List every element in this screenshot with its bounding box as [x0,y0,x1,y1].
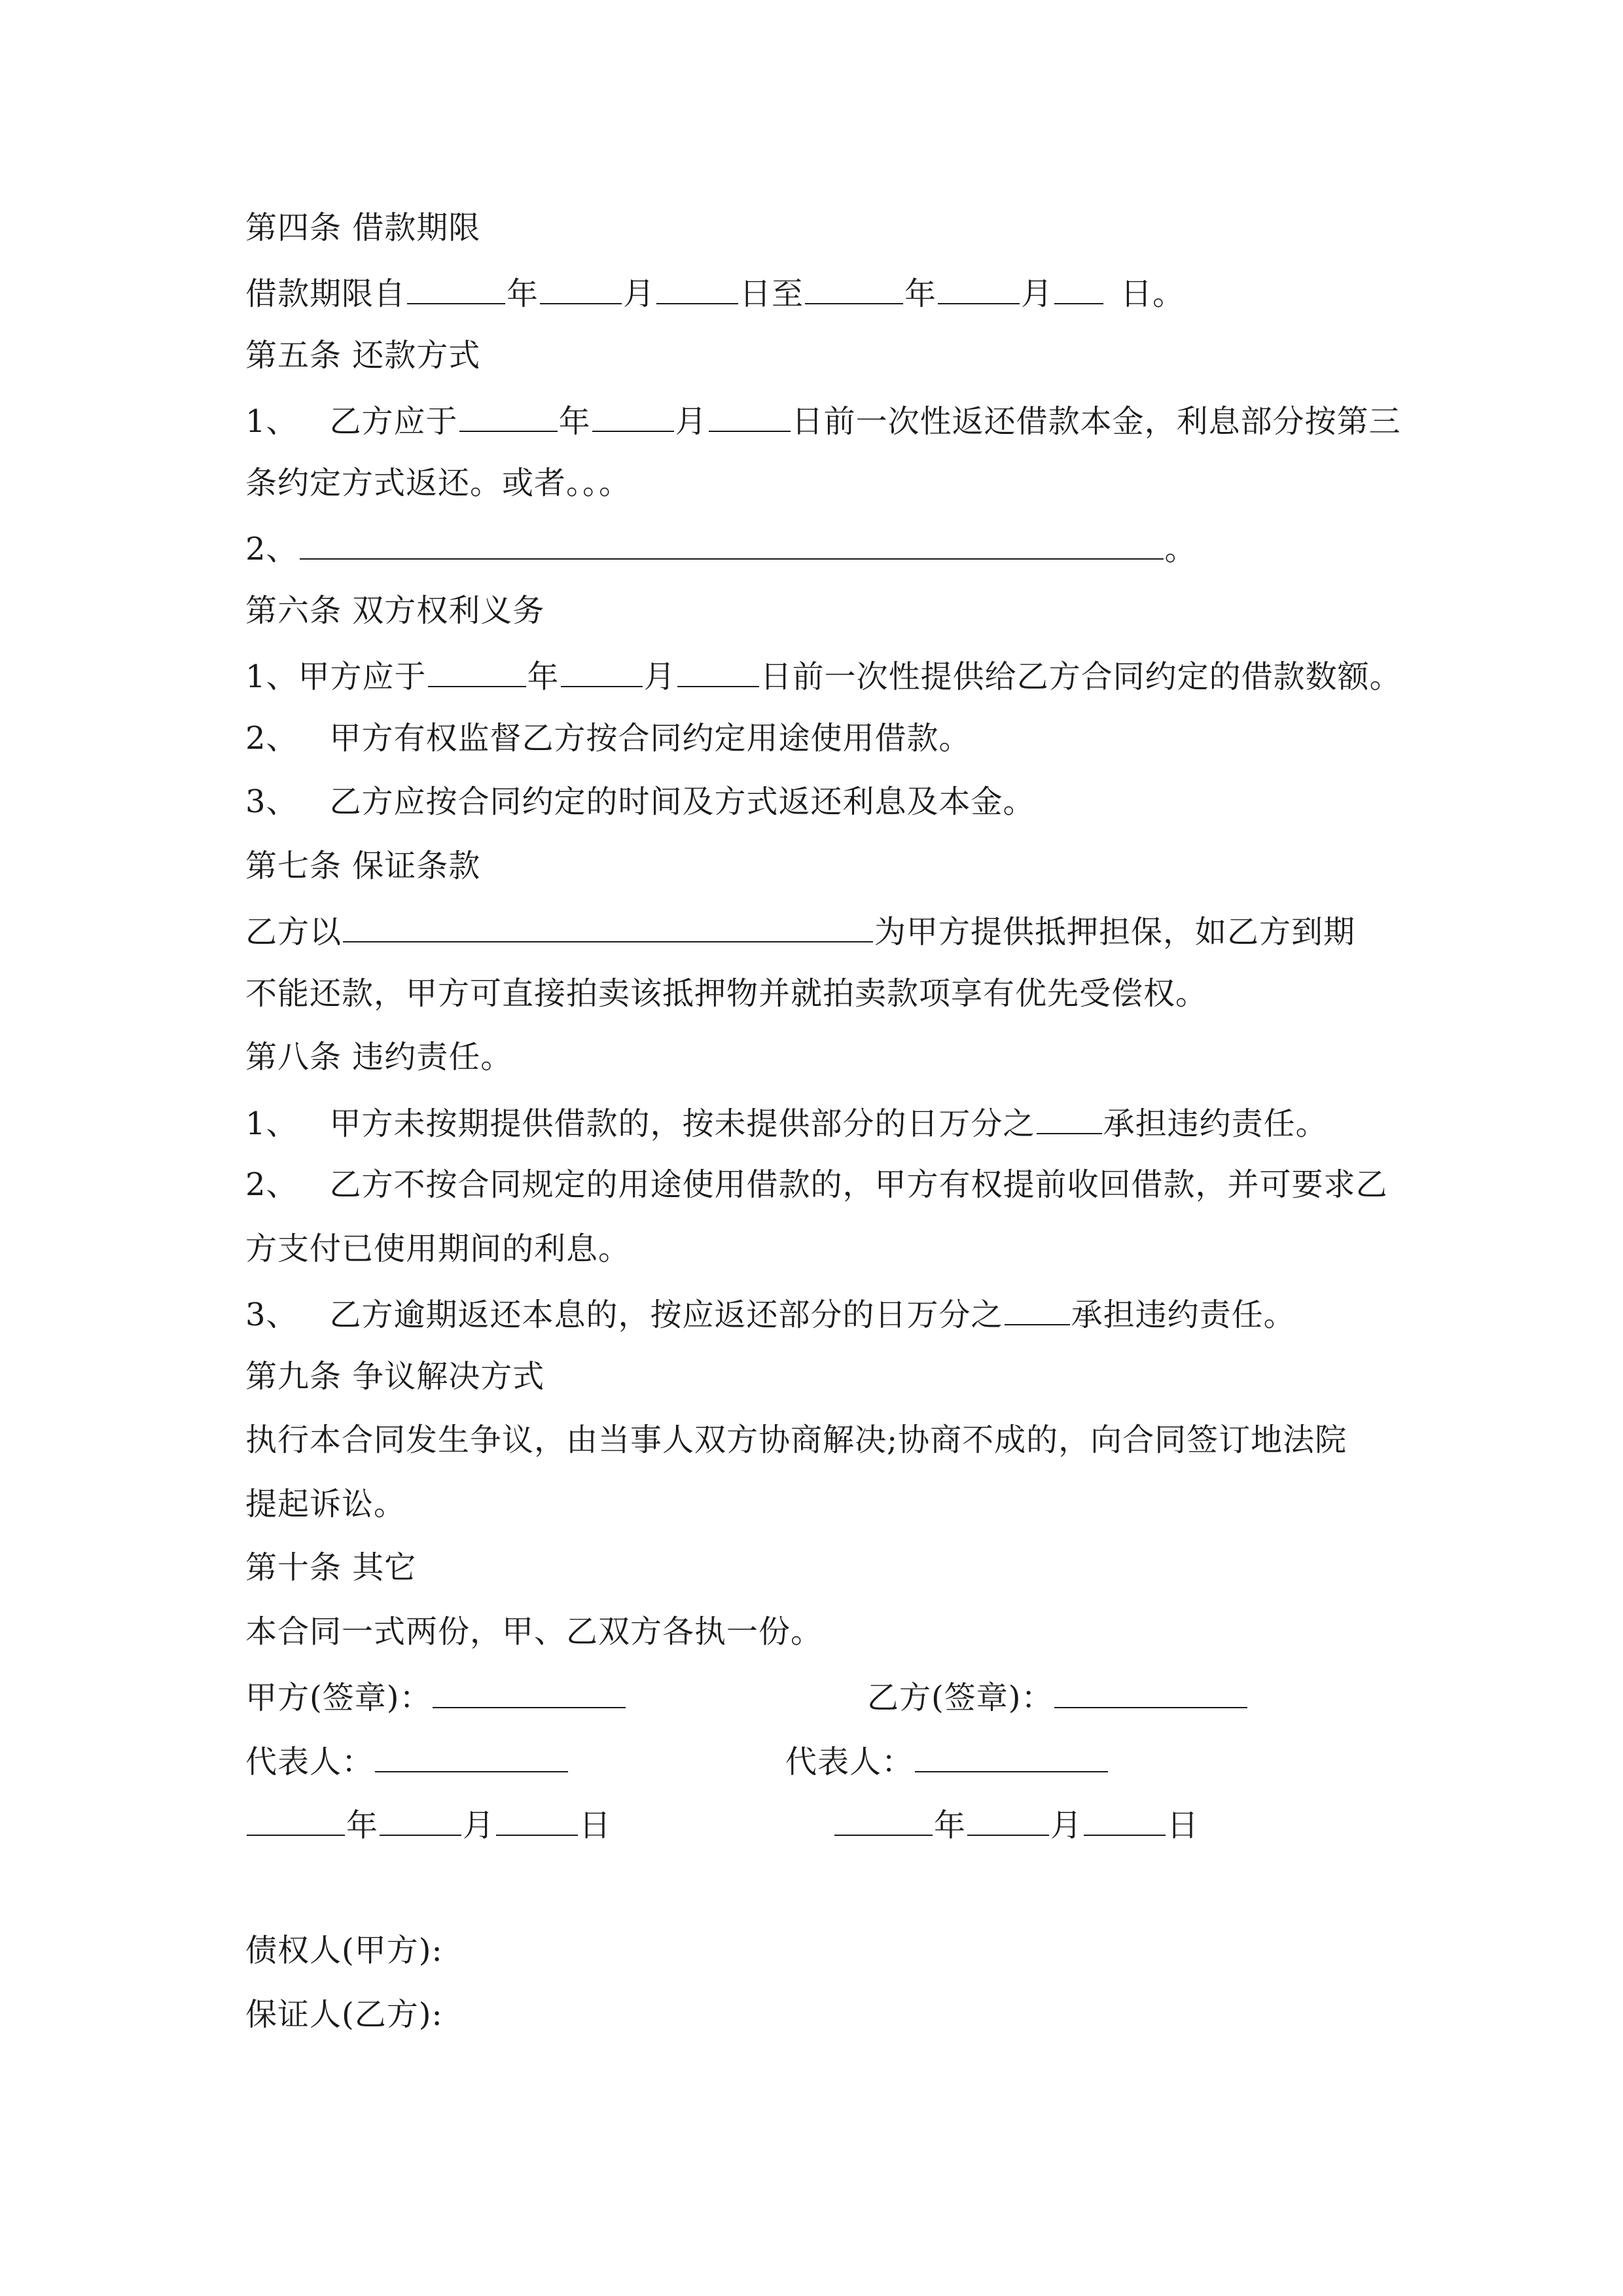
text: 方支付已使用期间的利息。 [245,1230,631,1267]
signature-blank [1054,1676,1247,1708]
blank-field [592,399,674,432]
blank-field [656,272,738,304]
signature-blank [433,1676,626,1708]
article-9-heading [245,1357,544,1396]
blank-field [343,910,873,942]
text: 年 [507,276,539,312]
item-number: 3、 [245,1297,298,1333]
text: 日 [579,1807,612,1844]
article-8-heading [245,1037,512,1077]
repayment-item-1-cont [245,463,631,503]
label: 债权人(甲方): [245,1932,443,1969]
item-number: 2、 [245,1166,298,1203]
text: 日。 [1120,276,1185,312]
guarantee-line-cont [245,974,1207,1013]
text: 乙方应于 [329,403,458,440]
heading-text: 第九条 争议解决方式 [245,1358,545,1395]
text: 日前一次性提供给乙方合同约定的借款数额。 [760,658,1402,695]
article-6-heading [245,591,544,630]
blank-field [380,1803,461,1836]
label: 代表人： [785,1744,914,1780]
blank-field [805,272,903,304]
label: 保证人(乙方): [245,1996,443,2033]
text: 承担违约责任。 [1071,1297,1296,1333]
text: 条约定方式返还。或者。。。 [245,465,632,501]
signature-party-b [867,1676,1249,1717]
text: 年 [934,1807,967,1844]
text: 乙方应按合同约定的时间及方式返还利息及本金。 [329,783,1035,820]
article-4-heading [245,208,480,247]
date-line-a [245,1803,611,1845]
heading-text: 第四条 借款期限 [245,209,481,246]
dispute-text [245,1420,1347,1460]
copies-text [245,1612,823,1651]
text: 月 [1021,276,1054,312]
text: 月 [675,403,707,440]
signature-blank [375,1740,568,1772]
text: 借款期限自 [245,276,406,312]
blank-field [1054,272,1103,304]
item-number: 3、 [245,783,298,820]
representative-b [785,1740,1109,1782]
label: 甲方(签章)： [245,1679,432,1716]
text: 为甲方提供抵押担保，如乙方到期 [874,914,1356,950]
blank-field [247,1803,345,1836]
item-number: 1、 [245,403,298,440]
text: 提起诉讼。 [245,1486,406,1522]
blank-field [540,272,622,304]
representative-a [245,1740,569,1782]
text: 月 [463,1807,495,1844]
signature-blank [915,1740,1108,1772]
rights-item-1 [245,655,1402,696]
guarantor-line [245,1995,443,2034]
article-10-heading [245,1548,416,1587]
blank-field [938,272,1020,304]
creditor-line [245,1931,443,1970]
rights-item-3 [245,782,1035,821]
blank-field [1084,1803,1166,1836]
blank-field [709,399,791,432]
blank-field [967,1803,1049,1836]
heading-text: 第六条 双方权利义务 [245,592,545,629]
date-line-b [833,1803,1199,1845]
text: 1、甲方应于 [245,658,427,695]
signature-party-a [245,1676,627,1717]
blank-field [407,272,505,304]
text: 年 [558,403,591,440]
text: 甲方有权监督乙方按合同约定用途使用借款。 [329,720,971,757]
text: 日前一次性返还借款本金，利息部分按第三 [791,403,1401,440]
label: 乙方(签章)： [867,1679,1054,1716]
guarantee-line [245,910,1355,952]
blank-field [561,655,643,687]
item-number: 1、 [245,1105,298,1142]
text: 。 [1164,531,1197,567]
text: 不能还款，甲方可直接拍卖该抵押物并就拍卖款项享有优先受偿权。 [245,975,1208,1012]
text: 日至 [740,276,804,312]
label: 代表人： [245,1744,374,1780]
rights-item-2 [245,719,971,758]
repayment-item-2 [245,527,1197,569]
text: 乙方逾期返还本息的，按应返还部分的日万分之 [329,1297,1003,1333]
text: 月 [1050,1807,1083,1844]
dispute-text-cont [245,1484,406,1524]
blank-field [428,655,526,687]
text: 月 [623,276,656,312]
liability-item-2-cont [245,1229,630,1268]
blank-field [300,527,1164,560]
liability-item-3 [245,1293,1296,1335]
text: 月 [643,658,676,695]
blank-field [459,399,558,432]
blank-field [1037,1102,1102,1134]
article-7-heading [245,846,480,886]
liability-item-2 [245,1165,1388,1204]
text: 乙方不按合同规定的用途使用借款的，甲方有权提前收回借款，并可要求乙 [329,1166,1388,1203]
text: 年 [346,1807,379,1844]
text: 乙方以 [245,914,342,950]
heading-text: 第十条 其它 [245,1549,417,1586]
repayment-item-1 [245,399,1401,441]
blank-field [496,1803,578,1836]
heading-text: 第五条 还款方式 [245,337,481,374]
text: 年 [527,658,560,695]
text: 执行本合同发生争议，由当事人双方协商解决;协商不成的，向合同签订地法院 [245,1422,1347,1458]
blank-field [1005,1293,1070,1325]
item-number: 2、 [245,720,298,757]
text: 甲方未按期提供借款的，按未提供部分的日万分之 [329,1105,1035,1142]
text: 年 [904,276,937,312]
loan-period-line [245,272,1185,314]
blank-field [834,1803,933,1836]
text: 本合同一式两份，甲、乙双方各执一份。 [245,1613,823,1650]
liability-item-1 [245,1102,1328,1143]
article-5-heading [245,336,480,375]
item-number: 2、 [245,531,298,567]
heading-text: 第七条 保证条款 [245,848,481,884]
blank-field [677,655,759,687]
text: 承担违约责任。 [1103,1105,1328,1142]
text: 日 [1167,1807,1200,1844]
heading-text: 第八条 违约责任。 [245,1039,513,1075]
